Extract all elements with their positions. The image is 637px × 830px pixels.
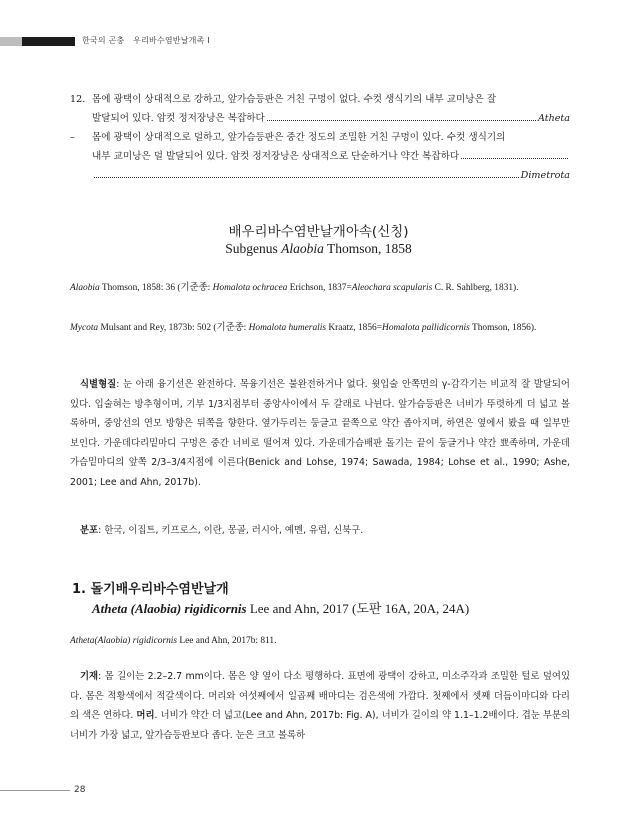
key-taxon-dimetrota: Dimetrota bbox=[520, 170, 570, 181]
species-title-latin: Atheta (Alaobia) rigidicornis Lee and Ahn, 2017 (도판 16A, 20A, 24A) bbox=[92, 601, 470, 616]
leader-dots bbox=[94, 177, 519, 178]
description-label: 기재 bbox=[80, 671, 99, 682]
species-title-korean: 1. 돌기배우리바수염반날개 bbox=[72, 582, 229, 597]
distribution-label: 분포 bbox=[80, 525, 99, 536]
running-header bbox=[82, 35, 216, 46]
subgenus-title-latin: Subgenus Alaobia Thomson, 1858 bbox=[225, 241, 412, 256]
footer-rule bbox=[0, 790, 70, 791]
key-item-text-line2: 내부 교미낭은 덜 발달되어 있다. 암컷 정저장낭은 상대적으로 단순하거나 약간 복잡하다 bbox=[92, 151, 460, 162]
synonym-mycota: Mycota Mulsant and Rey, 1873b: 502 (기준종: Homalota humeralis Kraatz, 1856=Homalota pallidicornis Thomson, 1856). bbox=[70, 323, 537, 333]
key-couplet bbox=[70, 90, 570, 185]
leader-dots bbox=[461, 158, 568, 159]
diagnosis-paragraph: 식별형질: 눈 아래 융기선은 완전하다. 목융기선은 불완전하거나 없다. 윗입술 안쪽면의 γ-감각기는 비교적 잘 발달되어 있다. 입술혀는 방추형이며, 기부 1/3지점부터 중앙사이에서 두 갈래로 나뉜다. 앞가슴등판은 너비가 뚜렷하게 더 넓고 볼록하며, 중앙선의 연모 방향은 뒤쪽을 향한다. 옆가두리는 둥글고 끝쪽으로 약간 좁아지며, 하연은 옆에서 봤을 때 일부만 보인다. 가운데다리밑마디 구멍은 중간 너비로 떨어져 있다. 가운데가슴배판 돌기는 끝이 둥글거나 약간 뾰족하며, 가운데가슴밑마디의 앞쪽 2/3–3/4지점에 이른다(Benick and Lohse, 1974; Sawada, 1984; Lohse et al., 1990; Ashe, 2001; Lee and Ahn, 2017b). bbox=[70, 379, 570, 488]
key-item-12 bbox=[70, 90, 570, 128]
distribution-paragraph: 분포: 한국, 이집트, 키프로스, 이란, 몽골, 러시아, 예멘, 유럽, 신북구. bbox=[80, 525, 364, 536]
species-citation: Atheta(Alaobia) rigidicornis Lee and Ahn, 2017b: 811. bbox=[70, 636, 277, 646]
key-item-text-line2: 발달되어 있다. 암컷 정저장낭은 복잡하다 bbox=[92, 113, 265, 124]
key-item-number: – bbox=[70, 132, 75, 143]
subgenus-title-korean: 배우리바수염반날개아속(신칭) bbox=[228, 224, 409, 240]
key-taxon-atheta: Atheta bbox=[537, 113, 570, 124]
header-book-title: 한국의 곤충 bbox=[82, 36, 125, 45]
key-item-text-line1: 몸에 광택이 상대적으로 강하고, 앞가슴등판은 거친 구멍이 없다. 수컷 생식기의 내부 교미낭은 잘 bbox=[92, 94, 497, 105]
key-item-number: 12. bbox=[70, 94, 86, 105]
header-bar-accent bbox=[0, 37, 22, 46]
diagnosis-label: 식별형질 bbox=[80, 379, 117, 390]
synonym-alaobia: Alaobia Thomson, 1858: 36 (기준종: Homalota ochracea Erichson, 1837=Aleochara scapularis C. R. Sahlberg, 1831). bbox=[70, 283, 519, 293]
key-item-alt bbox=[70, 128, 570, 185]
key-item-text-line1: 몸에 광택이 상대적으로 덜하고, 앞가슴등판은 중간 정도의 조밀한 거친 구멍이 있다. 수컷 생식기의 bbox=[92, 132, 506, 143]
header-volume-title: 우리바수염반날개족 I bbox=[133, 36, 210, 45]
page-number: 28 bbox=[74, 785, 86, 795]
description-paragraph: 기재: 몸 길이는 2.2–2.7 mm이다. 몸은 양 옆이 다소 평행하다. 표면에 광택이 강하고, 미소주각과 조밀한 털로 덮여있다. 몸은 적황색에서 적갈색이다. 머리와 여섯째에서 일곱째 배마디는 검은색에 가깝다. 첫째에서 셋째 더듬이마디와 다리의 색은 연하다. 머리. 너비가 약간 더 넓고(Lee and Ahn, 2017b: Fig. A), 너비가 길이의 약 1.1–1.2배이다. 겹눈 부분의 너비가 가장 넓고, 앞가슴등판보다 좁다. 눈은 크고 볼록하 bbox=[70, 671, 570, 741]
head-label: 머리 bbox=[136, 710, 155, 721]
leader-dots bbox=[267, 120, 536, 121]
